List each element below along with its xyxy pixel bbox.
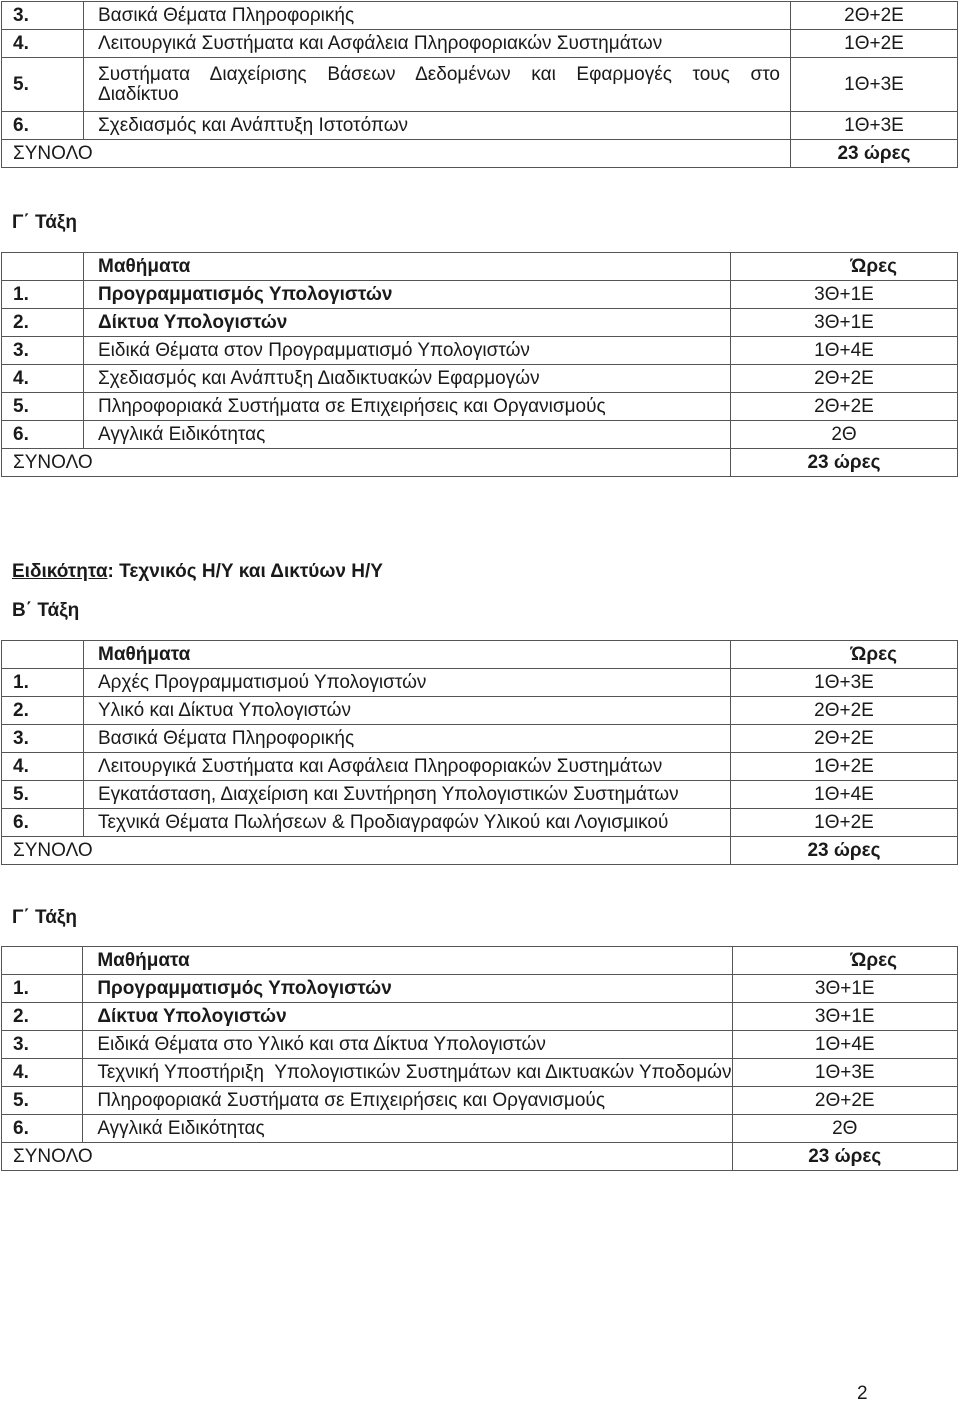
subject-title-line-2: Διαδίκτυο [98,83,179,105]
subject-title [84,58,791,112]
subject-hours: 1Θ+3Ε [791,58,958,112]
header-subjects: Μαθήματα [84,641,731,669]
subject-title: Αγγλικά Ειδικότητας [84,421,731,449]
page-number: 2 [857,1383,868,1404]
class-heading: Γ΄ Τάξη [12,212,77,233]
table-row [2,1003,958,1031]
subject-title-line-1: Συστήματα Διαχείρισης Βάσεων Δεδομένων και Εφαρμογές τους στο [98,63,780,85]
row-number: 2. [2,1003,83,1031]
subject-hours: 2Θ+2Ε [731,393,958,421]
total-hours: 23 ώρες [732,1143,957,1171]
specialty-colon: : [107,561,114,582]
total-row [2,1143,958,1171]
subject-hours: 3Θ+1Ε [731,281,958,309]
header-hours: Ώρες [731,253,958,281]
row-number: 6. [2,421,84,449]
table-row [2,2,958,30]
subject-title: Βασικά Θέματα Πληροφορικής [84,2,791,30]
specialty-heading [12,561,383,583]
table-row [2,725,958,753]
table-row [2,781,958,809]
subject-hours: 2Θ+2Ε [791,2,958,30]
total-hours: 23 ώρες [731,449,958,477]
table-row [2,753,958,781]
row-number: 1. [2,975,83,1003]
row-number: 3. [2,725,84,753]
subject-title: Λειτουργικά Συστήματα και Ασφάλεια Πληροφοριακών Συστημάτων [84,753,731,781]
subject-title: Προγραμματισμός Υπολογιστών [84,281,731,309]
class-heading: Γ΄ Τάξη [12,907,77,928]
subject-title: Λειτουργικά Συστήματα και Ασφάλεια Πληροφοριακών Συστημάτων [84,30,791,58]
total-hours: 23 ώρες [731,837,958,865]
total-label: ΣΥΝΟΛΟ [2,449,731,477]
table-row [2,30,958,58]
table-row [2,112,958,140]
total-label: ΣΥΝΟΛΟ [2,837,731,865]
table-row [2,1059,958,1087]
subject-hours: 2Θ+2Ε [731,365,958,393]
total-label: ΣΥΝΟΛΟ [2,140,791,168]
table-row [2,365,958,393]
row-number: 5. [2,58,84,112]
subject-title: Βασικά Θέματα Πληροφορικής [84,725,731,753]
table-header-row [2,947,958,975]
subject-title: Υλικό και Δίκτυα Υπολογιστών [84,697,731,725]
subject-title: Ειδικά Θέματα στον Προγραμματισμό Υπολογιστών [84,337,731,365]
row-number: 5. [2,1087,83,1115]
total-label: ΣΥΝΟΛΟ [2,1143,733,1171]
row-number: 3. [2,2,84,30]
total-row [2,140,958,168]
subject-title: Σχεδιασμός και Ανάπτυξη Ιστοτόπων [84,112,791,140]
specialty-name: Τεχνικός Η/Υ και Δικτύων Η/Υ [113,561,383,582]
row-number: 4. [2,753,84,781]
subject-title: Πληροφοριακά Συστήματα σε Επιχειρήσεις και Οργανισμούς [83,1087,732,1115]
total-row [2,449,958,477]
table-row [2,393,958,421]
header-hours: Ώρες [731,641,958,669]
subject-hours: 1Θ+3Ε [732,1059,957,1087]
subject-title: Δίκτυα Υπολογιστών [84,309,731,337]
curriculum-table-top [1,1,958,168]
curriculum-table-b [1,640,958,865]
subject-title: Προγραμματισμός Υπολογιστών [83,975,732,1003]
table-row [2,309,958,337]
row-number: 6. [2,809,84,837]
table-header-row [2,641,958,669]
subject-hours: 1Θ+3Ε [791,112,958,140]
subject-hours: 2Θ+2Ε [731,697,958,725]
header-subjects: Μαθήματα [84,253,731,281]
row-number: 5. [2,781,84,809]
row-number: 6. [2,1115,83,1143]
subject-hours: 1Θ+2Ε [791,30,958,58]
subject-hours: 3Θ+1Ε [732,1003,957,1031]
subject-hours: 2Θ+2Ε [731,725,958,753]
subject-hours: 1Θ+3Ε [731,669,958,697]
subject-hours: 1Θ+2Ε [731,753,958,781]
row-number: 3. [2,1031,83,1059]
subject-title: Σχεδιασμός και Ανάπτυξη Διαδικτυακών Εφαρμογών [84,365,731,393]
row-number: 5. [2,393,84,421]
table-row [2,58,958,112]
subject-title: Αρχές Προγραμματισμού Υπολογιστών [84,669,731,697]
row-number: 6. [2,112,84,140]
table-row [2,281,958,309]
curriculum-table-g1 [1,252,958,477]
total-row [2,837,958,865]
table-row [2,975,958,1003]
table-row [2,697,958,725]
row-number: 1. [2,281,84,309]
subject-hours: 1Θ+4Ε [732,1031,957,1059]
subject-hours: 2Θ [731,421,958,449]
curriculum-table-g2 [1,946,958,1171]
header-subjects: Μαθήματα [83,947,732,975]
table-row [2,1087,958,1115]
subject-hours: 1Θ+4Ε [731,337,958,365]
row-number: 2. [2,697,84,725]
row-number: 4. [2,1059,83,1087]
subject-hours: 1Θ+2Ε [731,809,958,837]
table-row [2,421,958,449]
subject-title: Ειδικά Θέματα στο Υλικό και στα Δίκτυα Υπολογιστών [83,1031,732,1059]
table-row [2,1115,958,1143]
row-number: 2. [2,309,84,337]
table-row [2,809,958,837]
subject-title: Δίκτυα Υπολογιστών [83,1003,732,1031]
subject-title: Τεχνικά Θέματα Πωλήσεων & Προδιαγραφών Υλικού και Λογισμικού [84,809,731,837]
row-number: 4. [2,30,84,58]
subject-hours: 2Θ [732,1115,957,1143]
row-number: 4. [2,365,84,393]
header-hours: Ώρες [732,947,957,975]
table-row [2,669,958,697]
subject-hours: 2Θ+2Ε [732,1087,957,1115]
subject-hours: 3Θ+1Ε [732,975,957,1003]
subject-title: Εγκατάσταση, Διαχείριση και Συντήρηση Υπολογιστικών Συστημάτων [84,781,731,809]
subject-title: Πληροφοριακά Συστήματα σε Επιχειρήσεις και Οργανισμούς [84,393,731,421]
class-heading: Β΄ Τάξη [12,600,80,621]
row-number: 3. [2,337,84,365]
table-row [2,1031,958,1059]
subject-title: Τεχνική Υποστήριξη Υπολογιστικών Συστημάτων και Δικτυακών Υποδομών [83,1059,732,1087]
subject-hours: 1Θ+4Ε [731,781,958,809]
row-number: 1. [2,669,84,697]
subject-title: Αγγλικά Ειδικότητας [83,1115,732,1143]
subject-hours: 3Θ+1Ε [731,309,958,337]
table-row [2,337,958,365]
total-hours: 23 ώρες [791,140,958,168]
table-header-row [2,253,958,281]
specialty-label: Ειδικότητα [12,561,108,582]
